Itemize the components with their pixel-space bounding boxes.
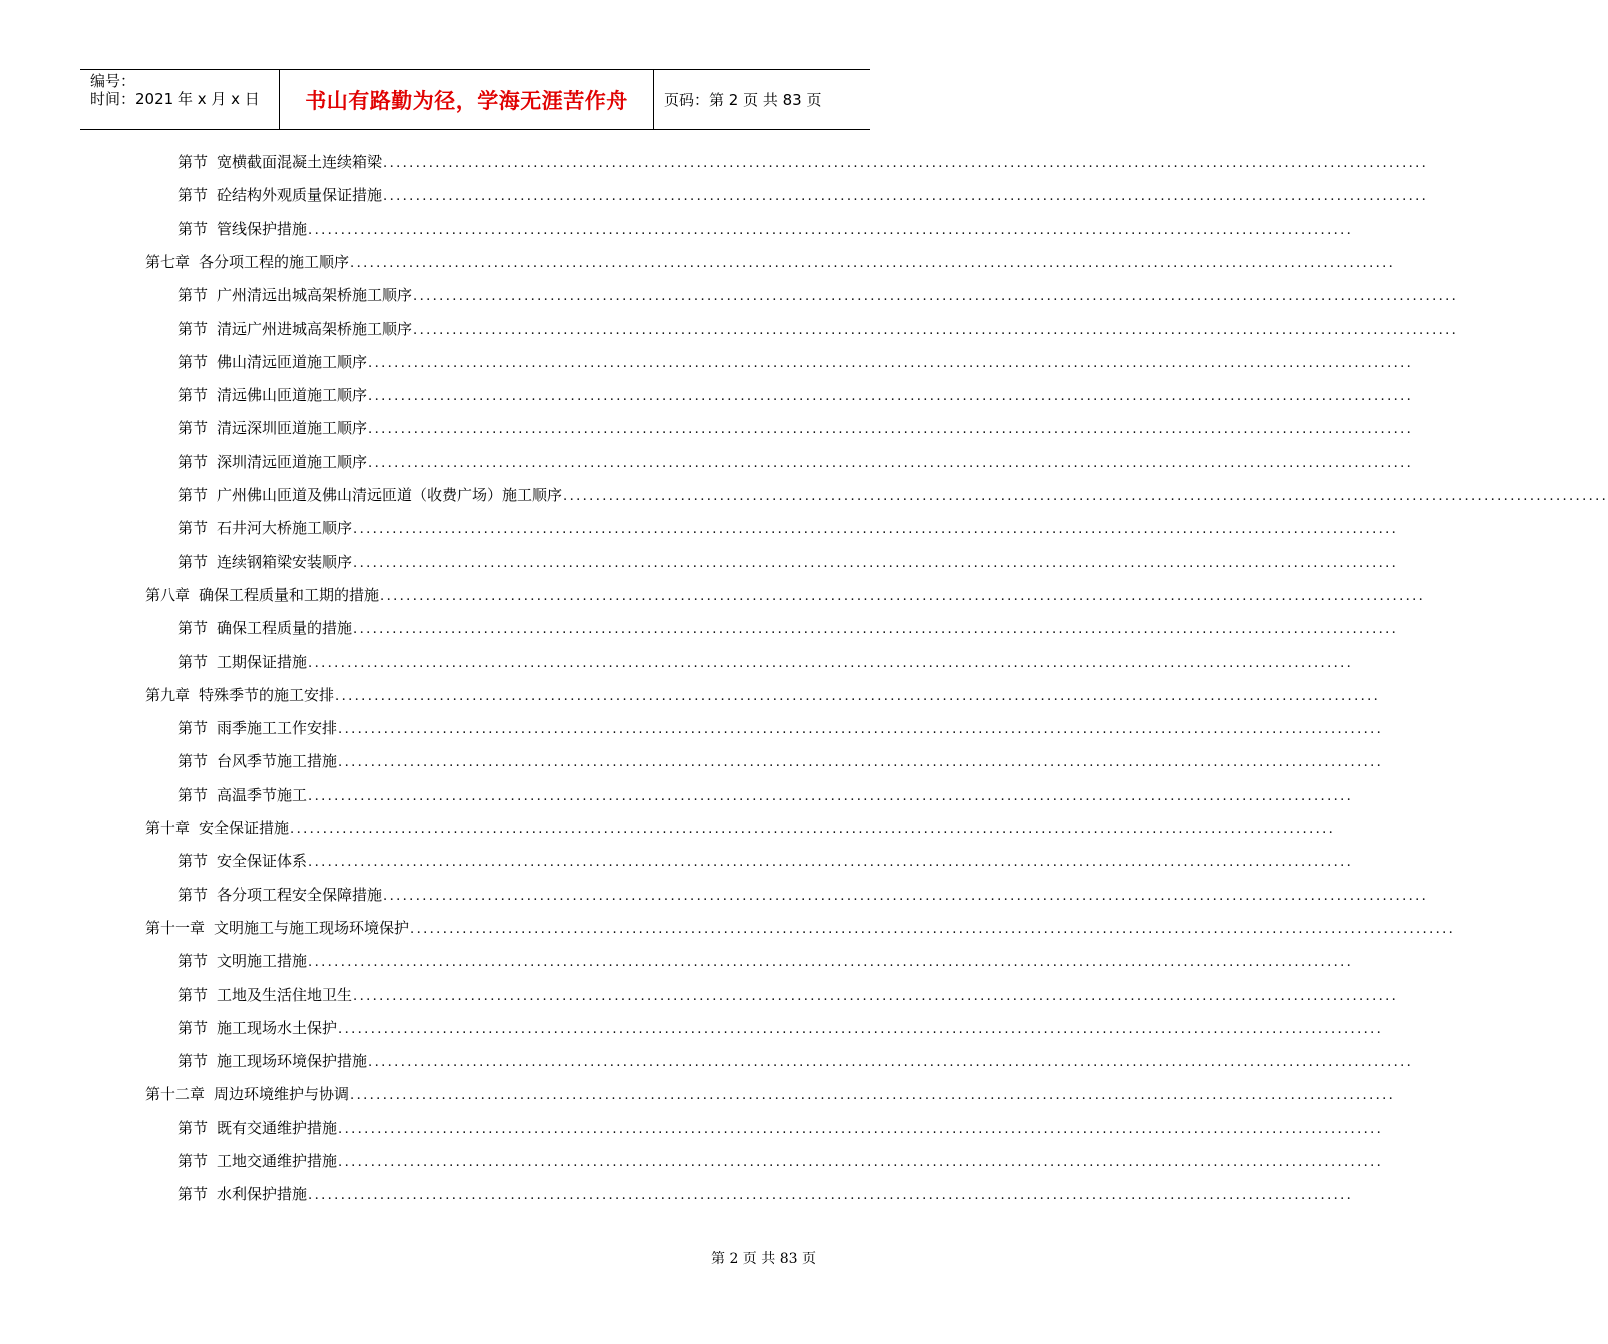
toc-dot-leader: ................................................................................................................................................................ [383,156,1429,171]
toc-dot-leader: ................................................................................................................................................................ [338,722,1384,738]
toc-entry-number: 第节 [178,952,209,971]
toc-section-entry [178,651,1354,673]
toc-section-entry [178,517,1399,539]
toc-entry-title: 周边环境维护与协调 [214,1085,350,1104]
page-footer: 第 2 页 共 83 页 [711,1251,816,1267]
toc-section-entry [178,950,1354,972]
toc-entry-title: 施工现场水土保护 [217,1018,338,1037]
header-meta [80,70,280,129]
toc-entry-title: 台风季节施工措施 [217,752,338,771]
toc-dot-leader: ................................................................................................................................................................ [413,322,1459,338]
toc-entry-number: 第节 [178,752,209,771]
toc-entry-title: 清远佛山匝道施工顺序 [217,386,368,405]
toc-dot-leader: ................................................................................................................................................................ [410,921,1456,937]
toc-entry-title: 安全保证体系 [217,852,308,871]
toc-section-entry [178,1183,1354,1205]
toc-dot-leader: ................................................................................................................................................................ [368,355,1414,371]
toc-dot-leader: ................................................................................................................................................................ [368,1055,1414,1071]
toc-entry-number: 第节 [178,319,209,338]
toc-entry-title: 确保工程质量的措施 [217,619,353,638]
toc-section-entry [178,318,1459,340]
toc-dot-leader: ................................................................................................................................................................ [383,888,1429,904]
toc-entry-number: 第九章 [145,685,191,704]
toc-section-entry [178,484,1608,506]
toc-entry-title: 清远广州进城高架桥施工顺序 [217,319,413,338]
toc-dot-leader: ................................................................................................................................................................ [335,688,1381,704]
toc-chapter-entry [145,684,1381,706]
toc-section-entry [178,1117,1384,1139]
toc-entry-title: 雨季施工工作安排 [217,719,338,738]
toc-entry-number: 第节 [178,1152,209,1170]
toc-dot-leader: ................................................................................................................................................................ [308,1188,1354,1204]
toc-entry-title: 宽横截面混凝土连续箱梁 [217,153,383,171]
toc-section-entry [178,784,1354,806]
toc-entry-title: 文明施工措施 [217,952,308,971]
toc-section-entry [178,218,1354,240]
toc-dot-leader: ................................................................................................................................................................ [290,822,1336,837]
toc-section-entry [178,184,1429,206]
toc-entry-number: 第节 [178,153,209,171]
toc-entry-number: 第节 [178,785,209,804]
toc-dot-leader: ................................................................................................................................................................ [413,289,1459,305]
toc-dot-leader: ................................................................................................................................................................ [353,988,1399,1004]
toc-entry-title: 水利保护措施 [217,1185,308,1204]
header-motto: 书山有路勤为径，学海无涯苦作舟 [280,70,654,129]
toc-dot-leader: ................................................................................................................................................................ [308,955,1354,971]
toc-entry-title: 特殊季节的施工安排 [199,685,335,704]
toc-dot-leader: ................................................................................................................................................................ [338,1021,1384,1037]
toc-entry-number: 第十一章 [145,918,206,937]
date-label: 时间：2021 年 x 月 x 日 [90,90,260,108]
toc-dot-leader: ................................................................................................................................................................ [563,489,1608,504]
toc-dot-leader: ................................................................................................................................................................ [368,422,1414,438]
toc-dot-leader: ................................................................................................................................................................ [383,189,1429,205]
toc-entry-title: 工期保证措施 [217,652,308,671]
toc-section-entry [178,850,1354,872]
toc-entry-title: 工地及生活住地卫生 [217,985,353,1004]
page-header [80,69,870,130]
toc-entry-title: 连续钢箱梁安装顺序 [217,552,353,571]
toc-section-entry [178,351,1414,373]
toc-dot-leader: ................................................................................................................................................................ [308,788,1354,804]
toc-entry-title: 安全保证措施 [199,819,290,837]
toc-entry-title: 管线保护措施 [217,219,308,238]
toc-entry-title: 确保工程质量和工期的措施 [199,585,380,604]
toc-entry-number: 第节 [178,1118,209,1137]
toc-entry-number: 第节 [178,852,209,871]
toc-entry-number: 第节 [178,1052,209,1071]
toc-entry-title: 广州佛山匝道及佛山清远匝道（收费广场）施工顺序 [217,486,563,504]
toc-entry-title: 施工现场环境保护措施 [217,1052,368,1071]
toc-chapter-entry [145,1083,1396,1105]
toc-entry-number: 第七章 [145,252,191,271]
toc-section-entry [178,384,1414,406]
toc-dot-leader: ................................................................................................................................................................ [353,522,1399,538]
toc-section-entry [178,551,1399,573]
toc-section-entry [178,1017,1384,1039]
toc-entry-number: 第八章 [145,585,191,604]
toc-entry-title: 砼结构外观质量保证措施 [217,186,383,205]
toc-entry-number: 第节 [178,719,209,738]
toc-chapter-entry [145,917,1456,939]
toc-chapter-entry [145,251,1396,273]
toc-entry-number: 第节 [178,652,209,671]
toc-entry-number: 第节 [178,619,209,638]
toc-entry-title: 高温季节施工 [217,785,308,804]
toc-dot-leader: ................................................................................................................................................................ [308,855,1354,871]
toc-dot-leader: ................................................................................................................................................................ [353,622,1399,638]
toc-section-entry [178,617,1399,639]
toc-entry-title: 各分项工程安全保障措施 [217,885,383,904]
toc-entry-number: 第节 [178,885,209,904]
header-page-label: 页码：第 2 页 共 83 页 [664,91,822,109]
toc-entry-title: 各分项工程的施工顺序 [199,252,350,271]
toc-section-entry [178,417,1414,439]
toc-dot-leader: ................................................................................................................................................................ [350,1088,1396,1104]
toc-entry-title: 佛山清远匝道施工顺序 [217,352,368,371]
toc-entry-number: 第节 [178,552,209,571]
toc-entry-number: 第十章 [145,819,191,837]
toc-entry-number: 第节 [178,985,209,1004]
toc-section-entry [178,1150,1384,1172]
toc-section-entry [178,1050,1414,1072]
serial-label: 编号： [90,72,136,90]
toc-dot-leader: ................................................................................................................................................................ [368,455,1414,471]
toc-entry-number: 第十二章 [145,1085,206,1104]
toc-entry-title: 既有交通维护措施 [217,1118,338,1137]
toc-entry-title: 文明施工与施工现场环境保护 [214,918,410,937]
toc-dot-leader: ................................................................................................................................................................ [350,255,1396,271]
toc-section-entry [178,984,1399,1006]
toc-entry-number: 第节 [178,486,209,504]
toc-dot-leader: ................................................................................................................................................................ [353,555,1399,571]
toc-dot-leader: ................................................................................................................................................................ [308,222,1354,238]
toc-entry-title: 石井河大桥施工顺序 [217,519,353,538]
toc-section-entry [178,750,1384,772]
toc-dot-leader: ................................................................................................................................................................ [380,588,1426,604]
toc-entry-number: 第节 [178,519,209,538]
toc-entry-number: 第节 [178,1018,209,1037]
toc-section-entry [178,717,1384,739]
toc-entry-number: 第节 [178,1185,209,1204]
toc-entry-title: 工地交通维护措施 [217,1152,338,1170]
toc-entry-title: 清远深圳匝道施工顺序 [217,419,368,438]
toc-dot-leader: ................................................................................................................................................................ [338,1121,1384,1137]
toc-entry-number: 第节 [178,286,209,305]
toc-dot-leader: ................................................................................................................................................................ [338,1155,1384,1170]
toc-entry-title: 深圳清远匝道施工顺序 [217,452,368,471]
toc-section-entry [178,284,1459,306]
toc-chapter-entry [145,817,1336,839]
toc-entry-number: 第节 [178,186,209,205]
toc-dot-leader: ................................................................................................................................................................ [338,755,1384,771]
toc-chapter-entry [145,584,1426,606]
toc-section-entry [178,451,1414,473]
toc-entry-number: 第节 [178,386,209,405]
toc-entry-number: 第节 [178,452,209,471]
toc-section-entry [178,151,1429,173]
toc-entry-number: 第节 [178,219,209,238]
toc-entry-number: 第节 [178,419,209,438]
toc-entry-number: 第节 [178,352,209,371]
toc-dot-leader: ................................................................................................................................................................ [368,389,1414,405]
toc-section-entry [178,884,1429,906]
toc-dot-leader: ................................................................................................................................................................ [308,655,1354,671]
toc-entry-title: 广州清远出城高架桥施工顺序 [217,286,413,305]
